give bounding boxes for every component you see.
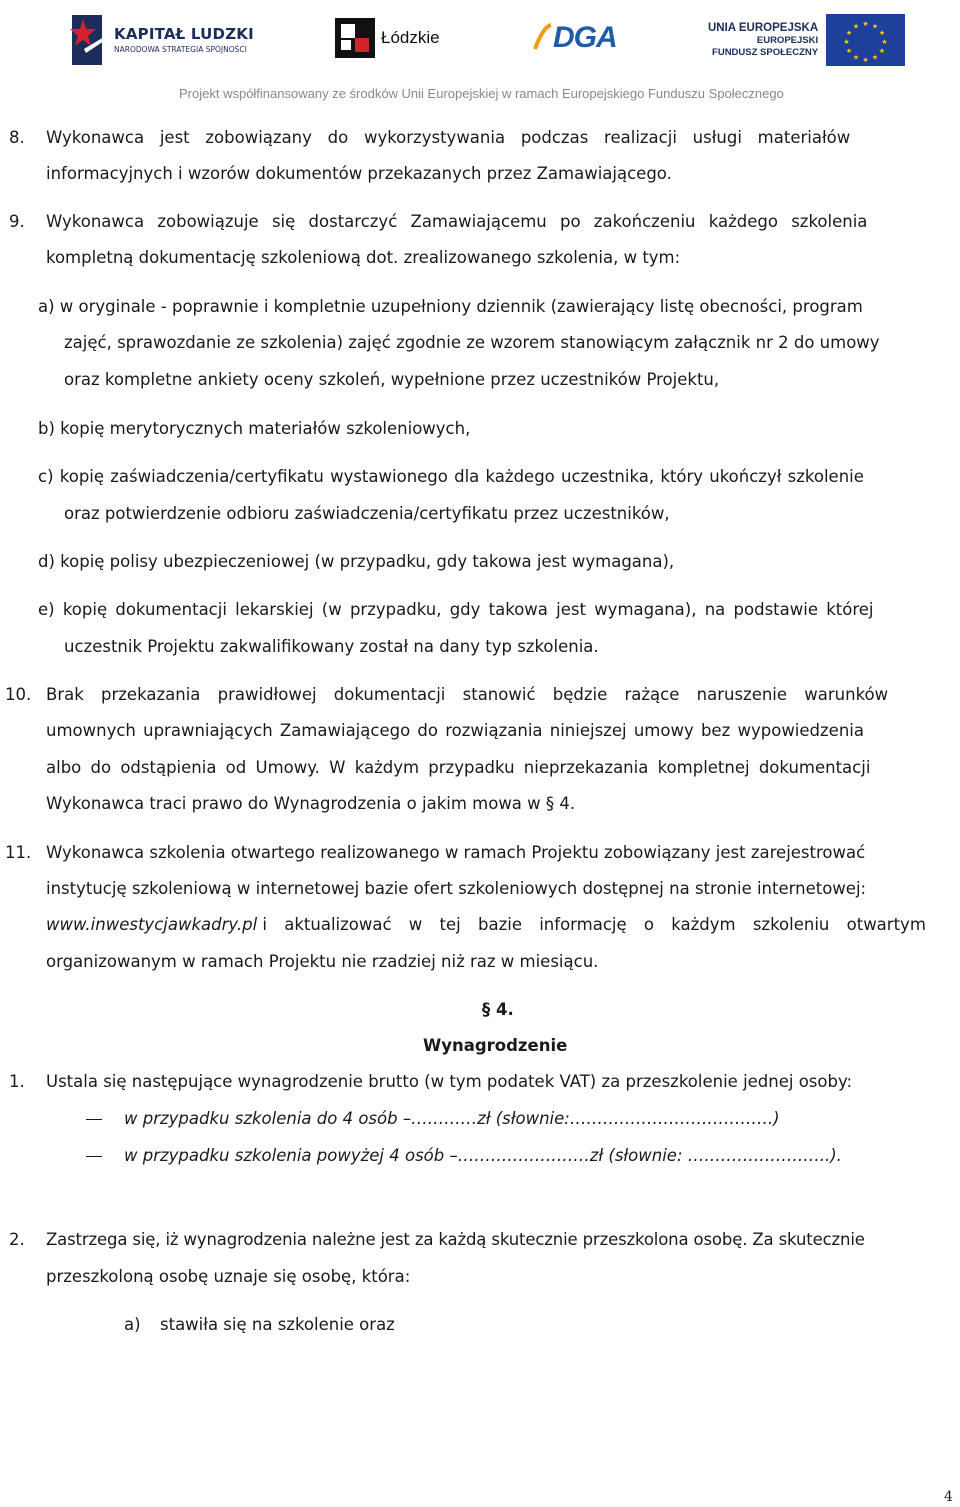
svg-text:★: ★ [871, 53, 879, 62]
dga-text: DGA [553, 21, 617, 54]
paragraph-9-line-1: Wykonawca zobowiązuje się dostarczyć Zamawiającemu po zakończeniu każdego szkolenia [46, 212, 868, 231]
svg-text:★: ★ [845, 29, 853, 37]
item-b: b) kopię merytorycznych materiałów szkoleniowych, [38, 419, 471, 438]
clause-1-dash-item-2: w przypadku szkolenia powyżej 4 osób –……………………zł (słownie: ……………………..). [124, 1146, 842, 1165]
lodzkie-mark-icon [335, 18, 375, 58]
item-e-line-1: e) kopię dokumentacji lekarskiej (w przypadku, gdy takowa jest wymagana), na podstawie której [38, 600, 874, 619]
clause-2-number: 2. [9, 1230, 25, 1249]
page-number: 4 [944, 1489, 953, 1505]
kapital-ludzki-subtitle: NARODOWA STRATEGIA SPÓJNOŚCI [114, 44, 247, 54]
project-cofinancing-line: Projekt współfinansowany ze środków Unii Europejskiej w ramach Europejskiego Funduszu Społecznego [179, 86, 784, 101]
clause-1-dash-item-1: w przypadku szkolenia do 4 osób –…………zł (słownie:……………………………….) [124, 1109, 780, 1128]
kapital-ludzki-title: KAPITAŁ LUDZKI [114, 24, 254, 43]
paragraph-8-number: 8. [9, 128, 25, 147]
item-d: d) kopię polisy ubezpieczeniowej (w przypadku, gdy takowa jest wymagana), [38, 552, 675, 571]
svg-text:★: ★ [862, 20, 869, 28]
paragraph-9-number: 9. [9, 212, 25, 231]
svg-text:★: ★ [871, 22, 879, 31]
item-a-line-2: zajęć, sprawozdanie ze szkolenia) zajęć zgodnie ze wzorem stanowiącym załącznik nr 2 do umowy [64, 333, 880, 352]
paragraph-11-line-2: instytucję szkoleniową w internetowej bazie ofert szkoleniowych dostępnej na stronie internetowej: [46, 879, 867, 898]
paragraph-10-line-2: umownych uprawniających Zamawiającego do rozwiązania niniejszej umowy bez wypowiedzenia [46, 721, 864, 740]
clause-1-number: 1. [9, 1072, 25, 1091]
clause-1-dash-bullet-2 [86, 1156, 102, 1157]
inwestycjawkadry-link[interactable]: www.inwestycjawkadry.pl [46, 915, 258, 934]
paragraph-11-line-4: organizowanym w ramach Projektu nie rzadziej niż raz w miesiącu. [46, 952, 599, 971]
svg-text:★: ★ [845, 47, 853, 55]
section-number: § 4. [482, 1000, 514, 1019]
paragraph-11-line-3 [46, 915, 926, 935]
paragraph-11-number: 11. [5, 843, 32, 862]
paragraph-8-line-2: informacyjnych i wzorów dokumentów przekazanych przez Zamawiającego. [46, 164, 672, 183]
lodzkie-logo [335, 16, 440, 60]
paragraph-10-number: 10. [5, 685, 32, 704]
dga-logo [533, 18, 617, 58]
paragraph-10-line-1: Brak przekazania prawidłowej dokumentacji stanowić będzie rażące naruszenie warunków [46, 685, 889, 704]
paragraph-8-line-1 [46, 128, 941, 148]
paragraph-10-line-3: albo do odstąpienia od Umowy. W każdym przypadku nieprzekazania kompletnej dokumentacji [46, 758, 871, 777]
svg-text:★: ★ [881, 38, 888, 46]
clause-1-text: Ustala się następujące wynagrodzenie brutto (w tym podatek VAT) za przeszkolenie jednej osoby: [46, 1072, 853, 1091]
page-header [0, 0, 960, 108]
paragraph-11-line-3-rest: i aktualizować w tej bazie informację o każdym szkoleniu otwartym [262, 915, 926, 934]
svg-text:★: ★ [852, 22, 860, 31]
item-c-line-2: oraz potwierdzenie odbioru zaświadczenia/certyfikatu przez uczestników, [64, 504, 670, 523]
lodzkie-text: Łódzkie [381, 28, 440, 47]
kapital-ludzki-logo [66, 8, 254, 70]
svg-text:★: ★ [843, 38, 850, 46]
svg-text:★: ★ [852, 53, 860, 62]
eu-line-3: FUNDUSZ SPOŁECZNY [712, 47, 819, 58]
paragraph-8-line-1-text: Wykonawca jest zobowiązany do wykorzystywania podczas realizacji usługi materiałów [46, 128, 851, 147]
svg-text:★: ★ [878, 29, 886, 37]
dga-swoosh-icon [533, 23, 553, 53]
item-e-line-2: uczestnik Projektu zakwalifikowany został na dany typ szkolenia. [64, 637, 599, 656]
item-a-line-1: a) w oryginale - poprawnie i kompletnie uzupełniony dziennik (zawierający listę obecności, program [38, 297, 863, 316]
clause-2-line-1: Zastrzega się, iż wynagrodzenia należne jest za każdą skutecznie przeszkolona osobę. Za skutecznie [46, 1230, 865, 1249]
paragraph-9-line-2: kompletną dokumentację szkoleniową dot. zrealizowanego szkolenia, w tym: [46, 248, 681, 267]
svg-text:★: ★ [862, 56, 869, 64]
clause-2-item-a-text: stawiła się na szkolenie oraz [160, 1315, 395, 1334]
clause-1-dash-bullet-1 [86, 1119, 102, 1120]
item-a-line-3: oraz kompletne ankiety oceny szkoleń, wypełnione przez uczestników Projektu, [64, 370, 720, 389]
eu-flag-icon [826, 14, 905, 66]
section-title: Wynagrodzenie [423, 1036, 568, 1055]
clause-2-line-2: przeszkoloną osobę uznaje się osobę, która: [46, 1267, 411, 1286]
eu-logo [708, 14, 905, 66]
paragraph-10-line-4: Wykonawca traci prawo do Wynagrodzenia o jakim mowa w § 4. [46, 794, 576, 813]
item-c-line-1: c) kopię zaświadczenia/certyfikatu wystawionego dla każdego uczestnika, który ukończył szkolenie [38, 467, 864, 486]
kapital-ludzki-star-icon [66, 9, 106, 69]
eu-line-2: EUROPEJSKI [756, 35, 819, 46]
paragraph-11-line-1: Wykonawca szkolenia otwartego realizowanego w ramach Projektu zobowiązany jest zarejestrować [46, 843, 866, 862]
svg-text:★: ★ [878, 47, 886, 55]
eu-line-1: UNIA EUROPEJSKA [708, 22, 819, 34]
clause-2-item-a-label: a) [124, 1315, 141, 1334]
